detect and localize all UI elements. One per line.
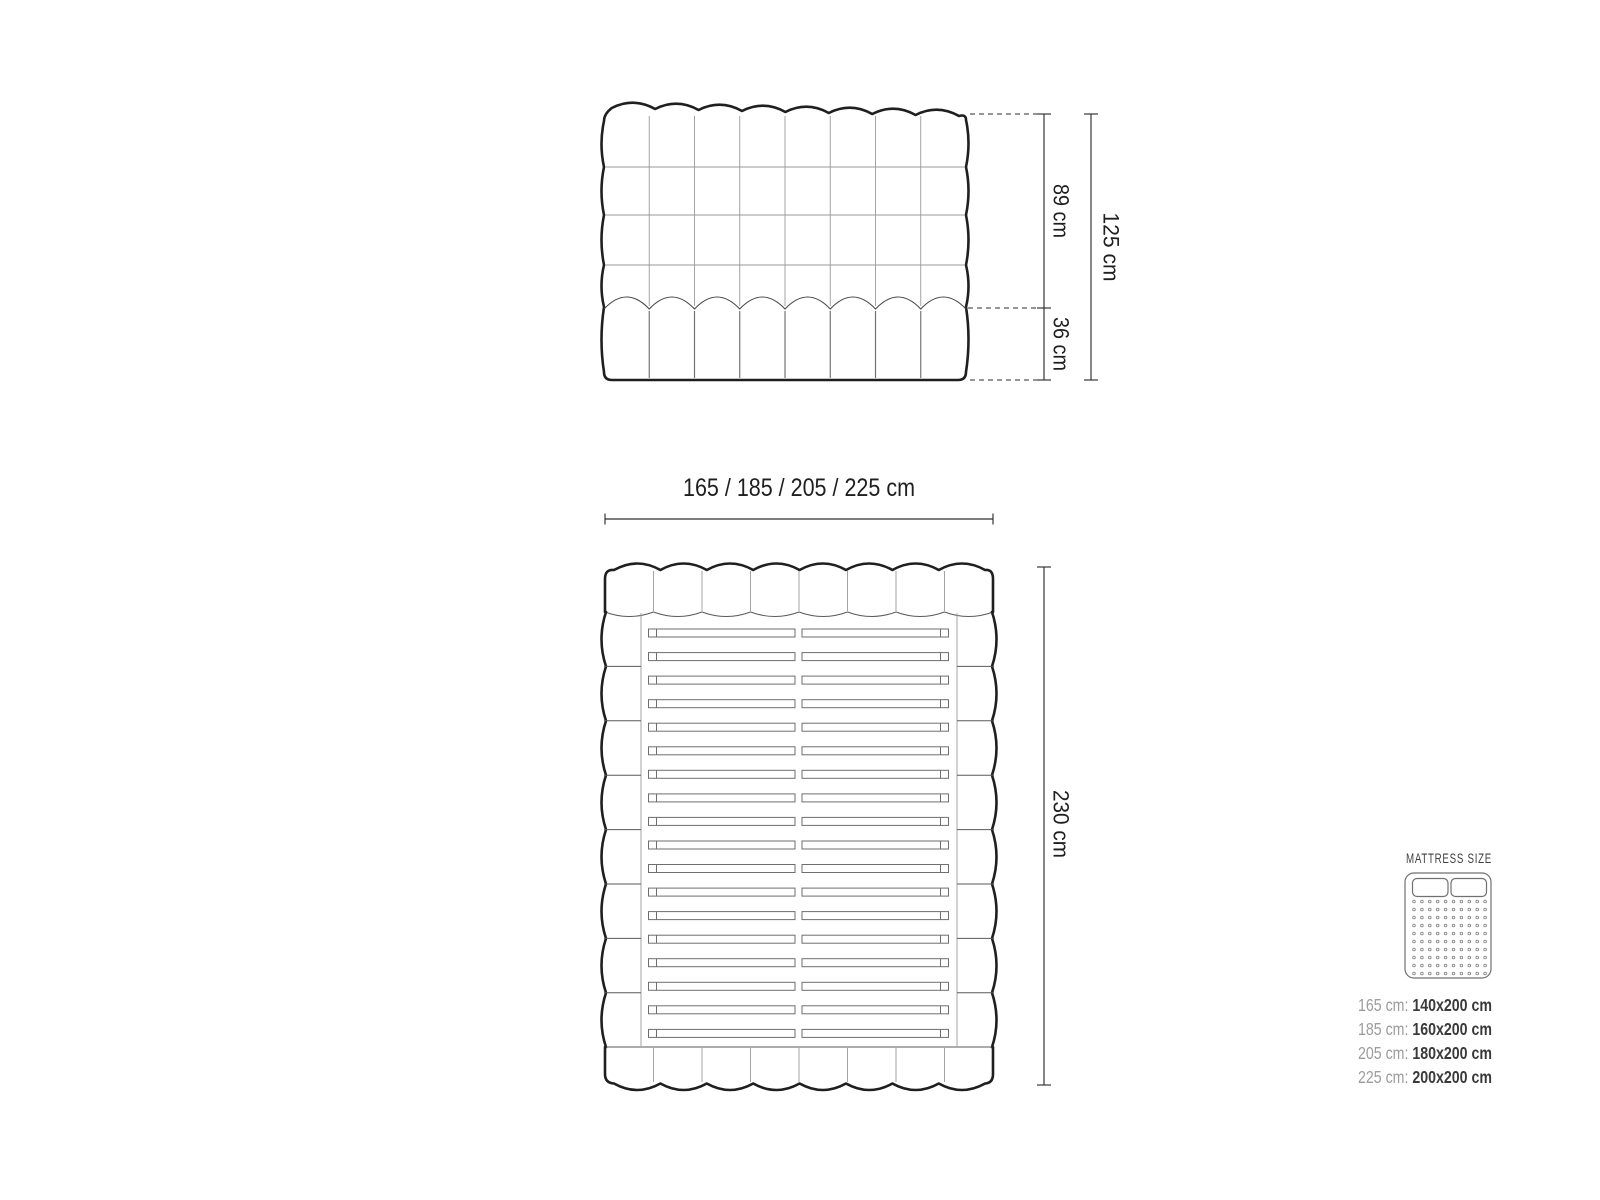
legend-row-value: 180x200 cm — [1412, 1043, 1511, 1063]
plan-headboard-bottom-seam — [605, 612, 993, 617]
legend-row-value: 160x200 cm — [1412, 1019, 1511, 1039]
dim-label-125cm: 125 cm — [1098, 212, 1124, 285]
mattress-dots — [1413, 900, 1487, 975]
headboard-grid — [605, 116, 965, 306]
mattress-size-legend — [1358, 851, 1511, 1087]
legend-title: MATTRESS SIZE — [1406, 851, 1492, 866]
plan-left-rail-seams — [604, 666, 641, 992]
legend-row — [1358, 995, 1511, 1015]
plan-length-dimension — [1037, 567, 1074, 1085]
legend-row-label: 225 cm: — [1358, 1067, 1421, 1087]
legend-size-table — [1358, 995, 1511, 1087]
mattress-icon — [1405, 873, 1491, 978]
pillow-right-icon — [1451, 879, 1487, 897]
dim-label-89cm: 89 cm — [1048, 184, 1074, 244]
plan-headboard-seams — [654, 571, 945, 611]
dim-label-width-options: 165 / 185 / 205 / 225 cm — [683, 474, 915, 502]
legend-row-label: 165 cm: — [1358, 995, 1421, 1015]
bed-top-view — [602, 474, 1074, 1090]
headboard-lower-panel-seams — [649, 311, 921, 378]
plan-footboard-seams — [654, 1048, 945, 1082]
plan-right-rail-seams — [957, 666, 994, 992]
dim-label-230cm: 230 cm — [1048, 790, 1074, 863]
slat-grid — [649, 629, 949, 1037]
legend-row-label: 185 cm: — [1358, 1019, 1421, 1039]
pillow-left-icon — [1413, 879, 1449, 897]
legend-row — [1358, 1019, 1511, 1039]
legend-row-value: 140x200 cm — [1412, 995, 1511, 1015]
plan-width-dimension — [605, 474, 993, 525]
legend-row — [1358, 1043, 1511, 1063]
legend-row-value: 200x200 cm — [1412, 1067, 1511, 1087]
headboard-front-view — [602, 103, 1124, 380]
front-view-dimensions — [968, 114, 1124, 380]
legend-row-label: 205 cm: — [1358, 1043, 1421, 1063]
legend-row — [1358, 1067, 1511, 1087]
dim-label-36cm: 36 cm — [1048, 317, 1074, 377]
